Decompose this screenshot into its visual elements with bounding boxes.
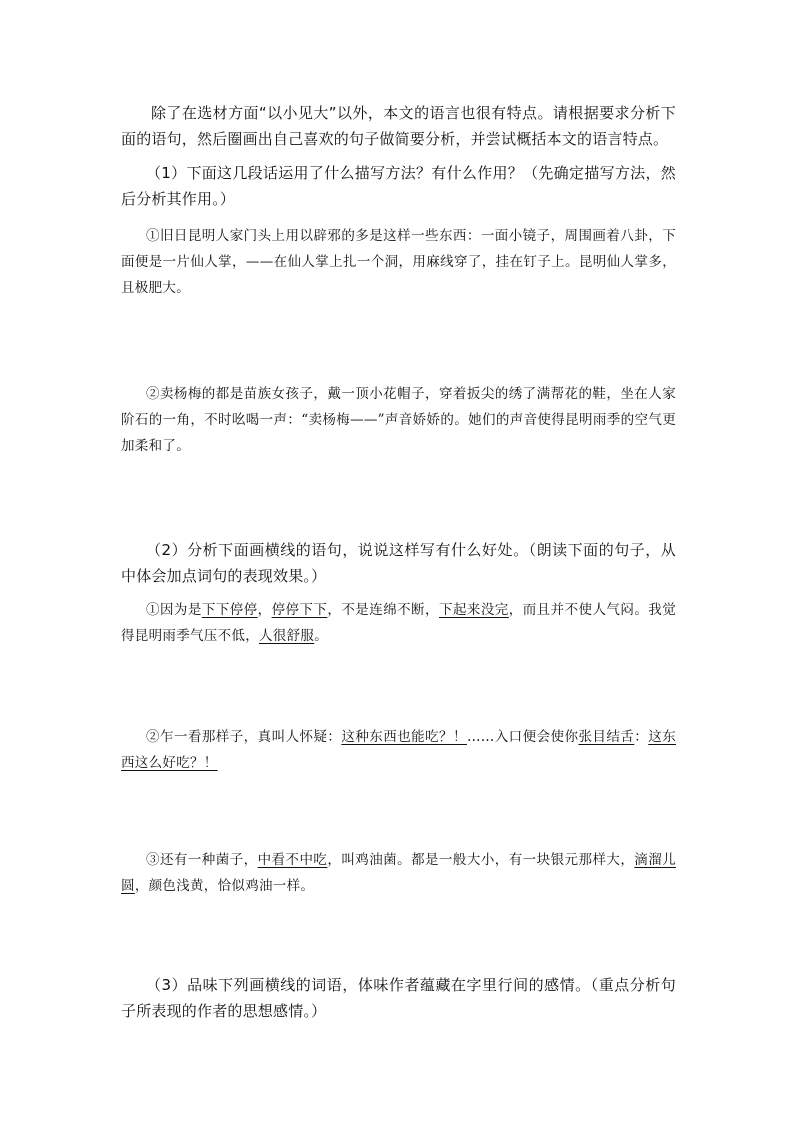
question-1-example-2: ②卖杨梅的都是苗族女孩子，戴一顶小花帽子，穿着扳尖的绣了满帮花的鞋，坐在人家阶石的一角，不时吆喝一声：“卖杨梅——”声音娇娇的。她们的声音使得昆明雨季的空气更加柔和了。 — [121, 386, 676, 454]
underlined-phrase: 人很舒服 — [259, 628, 315, 644]
underlined-phrase: 张目结舌 — [578, 729, 635, 745]
example-text: ①因为是 — [146, 602, 202, 618]
example-text: ②乍一看那样子，真叫人怀疑： — [146, 729, 342, 745]
question-1-example-1: ①旧日昆明人家门头上用以辟邪的多是这样一些东西：一面小镜子，周围画着八卦，下面便是一片仙人掌，——在仙人掌上扎一个洞，用麻线穿了，挂在钉子上。昆明仙人掌多，且极肥大。 — [121, 228, 676, 296]
underlined-phrase: 滴溜儿圆 — [121, 852, 676, 894]
example-text: 。 — [314, 628, 329, 644]
question-2-example-2 — [121, 724, 676, 776]
underlined-phrase: 停停下下 — [271, 602, 328, 618]
question-3-prompt: （3）品味下列画横线的词语，体味作者蕴藏在字里行间的感情。（重点分析句子所表现的作者的思想感情。） — [121, 976, 676, 1020]
question-1-prompt: （1）下面这几段话运用了什么描写方法？有什么作用？（先确定描写方法，然后分析其作用。） — [121, 164, 676, 208]
question-2-prompt: （2）分析下面画横线的语句，说说这样写有什么好处。（朗读下面的句子，从中体会加点词句的表现效果。） — [121, 541, 676, 585]
example-text: ，颜色浅黄，恰似鸡油一样。 — [134, 878, 315, 894]
underlined-phrase: 下起来没完 — [439, 602, 509, 618]
question-2-example-3 — [121, 847, 676, 899]
example-text: ③还有一种菌子， — [146, 852, 258, 868]
example-text: ，叫鸡油菌。都是一般大小，有一块银元那样大， — [327, 852, 635, 868]
intro-paragraph: 除了在选材方面“以小见大”以外，本文的语言也很有特点。请根据要求分析下面的语句，然后圈画出自己喜欢的句子做简要分析，并尝试概括本文的语言特点。 — [121, 104, 676, 148]
underlined-phrase: 这东西这么好吃？！ — [121, 729, 677, 771]
underlined-phrase: 下下停停 — [201, 602, 258, 618]
example-text: ，不是连绵不断， — [327, 602, 439, 618]
underlined-phrase: 中看不中吃 — [257, 852, 328, 868]
example-text: ……入口便会使你 — [466, 729, 579, 745]
question-2-example-1 — [121, 597, 676, 649]
example-text: ： — [634, 729, 649, 745]
example-text: ， — [257, 602, 272, 618]
example-text: ，而且并不使人气闷。我觉得昆明雨季气压不低， — [121, 602, 677, 644]
underlined-phrase: 这种东西也能吃？！ — [341, 729, 467, 745]
